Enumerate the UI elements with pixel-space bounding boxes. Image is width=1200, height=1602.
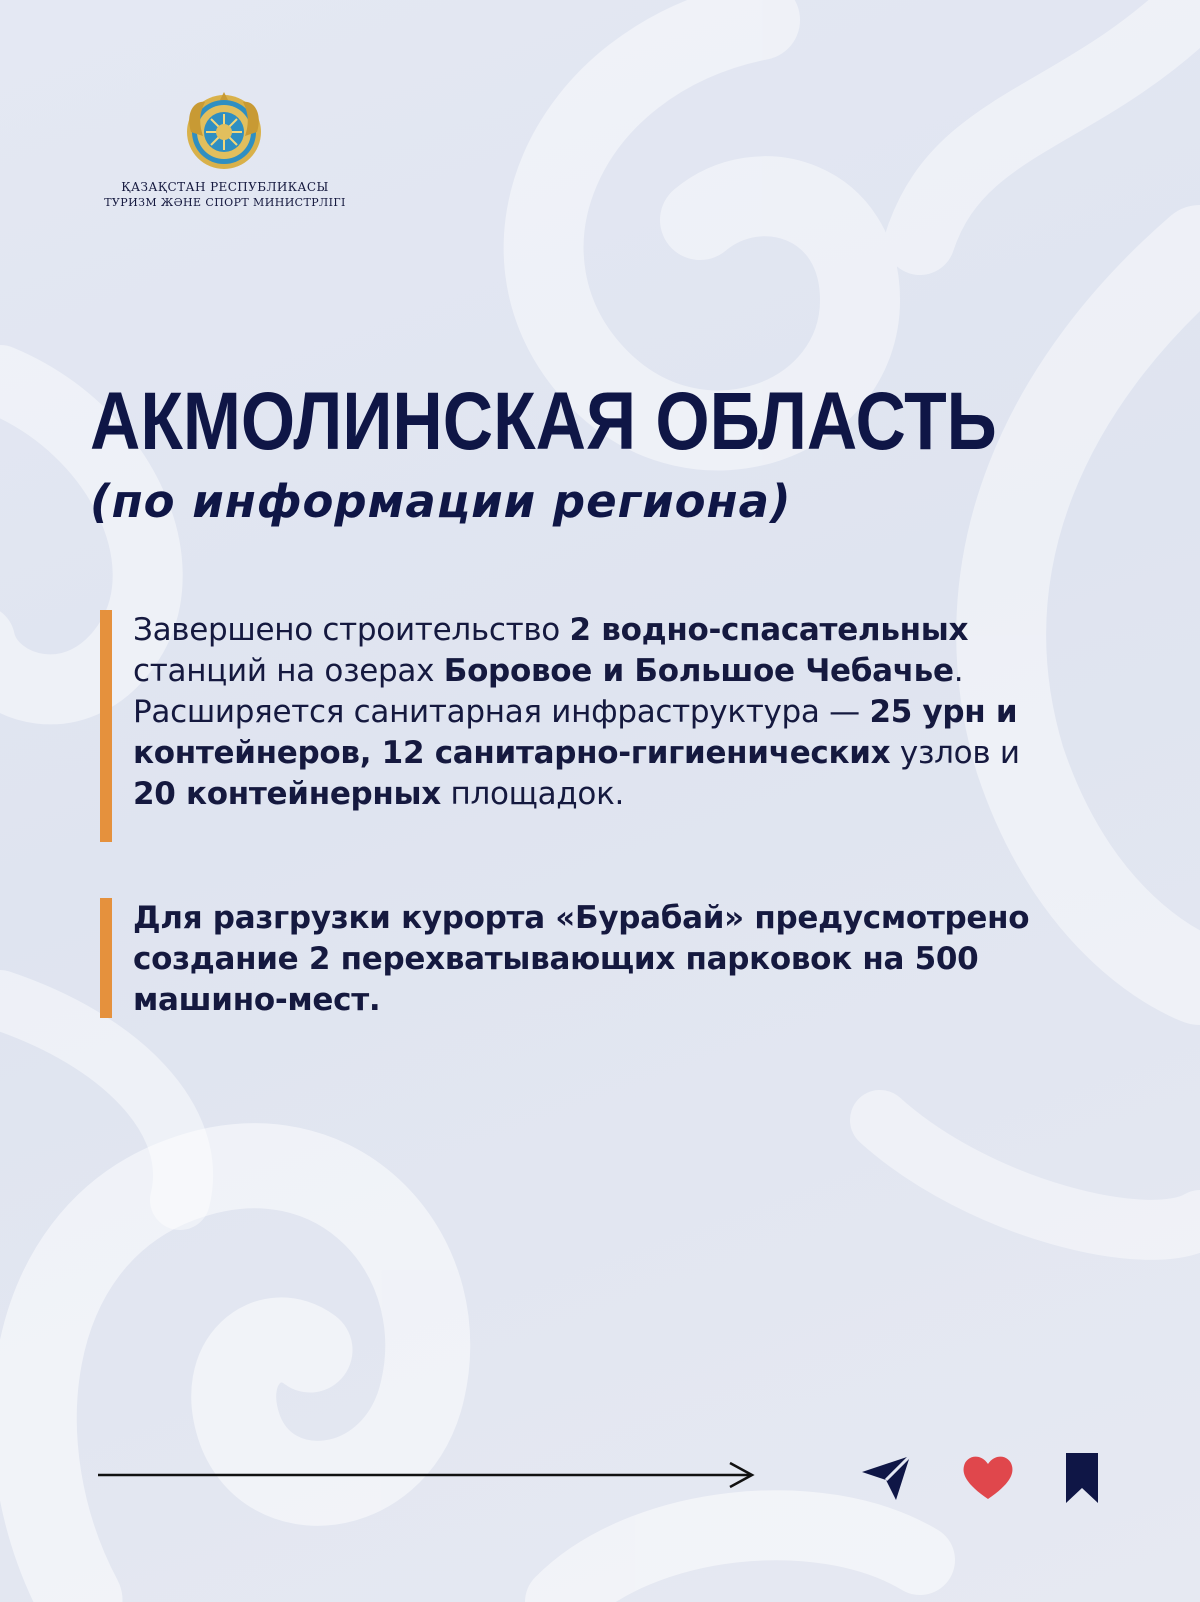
text-regular: Расширяется санитарная инфраструктура — [133,694,870,730]
text-regular: станций на озерах [133,653,444,689]
text-bold: Боровое и Большое Чебачье [443,653,954,689]
bookmark-icon [1054,1450,1110,1506]
text-bold: 25 урн и [869,694,1018,730]
text-bold: 20 контейнерных [133,776,441,812]
text-line [133,692,1113,733]
text-regular: площадок. [440,776,625,812]
info-block-1 [100,610,1120,842]
save-button[interactable] [1054,1450,1110,1506]
arrow-right-icon[interactable] [98,1460,758,1490]
text-line [133,733,1113,774]
text-bold: контейнеров, 12 санитарно-гигиенических [133,735,891,771]
state-emblem-icon [185,92,263,172]
text-line: создание 2 перехватывающих парковок на 500 [133,941,979,977]
text-line: Для разгрузки курорта «Бурабай» предусмотрено [133,900,1030,936]
send-button[interactable] [858,1450,914,1506]
ministry-logo [90,92,360,222]
text-bold: 2 водно-спасательных [569,612,969,648]
info-text-2 [133,898,1113,1021]
text-regular: Завершено строительство [133,612,570,648]
text-regular: . [953,653,964,689]
page-title: АКМОЛИНСКАЯ ОБЛАСТЬ [90,376,997,467]
info-text-1 [133,610,1113,815]
page-subtitle: (по информации региона) [90,475,792,528]
accent-bar [100,898,112,1018]
like-button[interactable] [960,1450,1016,1506]
heart-icon [960,1450,1016,1506]
send-icon [858,1450,914,1506]
text-regular: узлов и [890,735,1020,771]
ministry-name-line-1: ҚАЗАҚСТАН РЕСПУБЛИКАСЫ [121,180,329,194]
text-line [133,651,1113,692]
text-line [133,610,1113,651]
accent-bar [100,610,112,842]
text-line: машино-мест. [133,982,381,1018]
ministry-name-line-2: ТУРИЗМ ЖӘНЕ СПОРТ МИНИСТРЛІГІ [104,196,346,209]
info-block-2 [100,898,1120,1018]
text-line [133,774,1113,815]
